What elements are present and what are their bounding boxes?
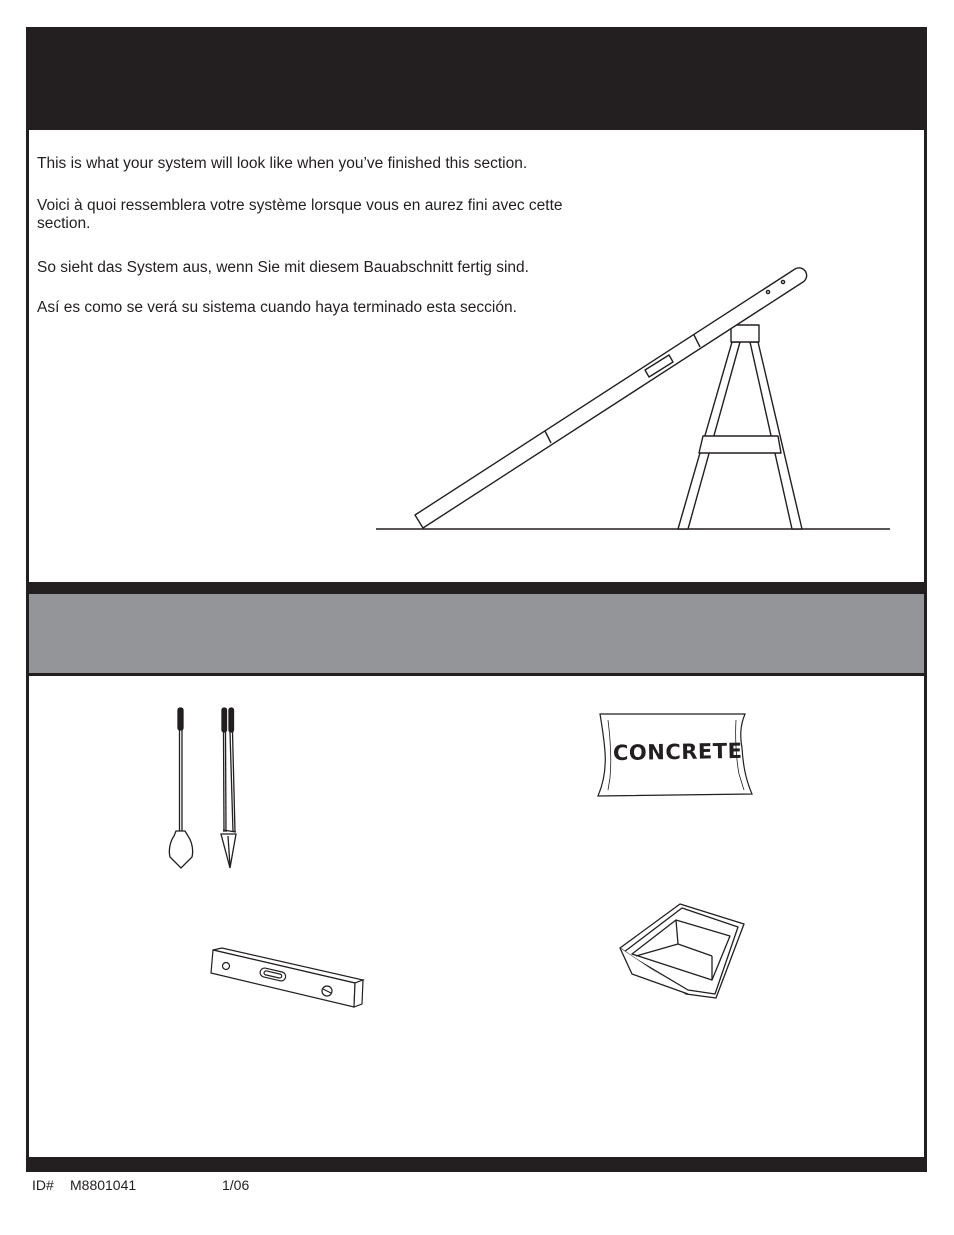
post-hole-digger-icon bbox=[210, 700, 250, 875]
top-beam bbox=[415, 269, 803, 528]
concrete-bag-label: CONCRETE bbox=[612, 738, 743, 766]
document-id-value: M8801041 bbox=[70, 1177, 137, 1193]
intro-text-de: So sieht das System aus, wenn Sie mit diesem Bauabschnitt fertig sind. bbox=[37, 259, 529, 276]
shovel-icon bbox=[160, 700, 200, 875]
a-frame-top-block bbox=[731, 325, 759, 342]
document-date: 1/06 bbox=[222, 1177, 250, 1193]
intro-text-fr: Voici à quoi ressemblera votre système lorsque vous en aurez fini avec cette section. bbox=[37, 197, 563, 232]
intro-text-es: Así es como se verá su sistema cuando haya terminado esta sección. bbox=[37, 299, 517, 316]
level-icon bbox=[205, 945, 370, 1020]
mixing-tub-icon bbox=[612, 898, 752, 1003]
intro-text-en: This is what your system will look like when you’ve finished this section. bbox=[37, 155, 528, 172]
document-id-label: ID# bbox=[32, 1177, 54, 1193]
a-frame-crossbar bbox=[699, 436, 781, 453]
